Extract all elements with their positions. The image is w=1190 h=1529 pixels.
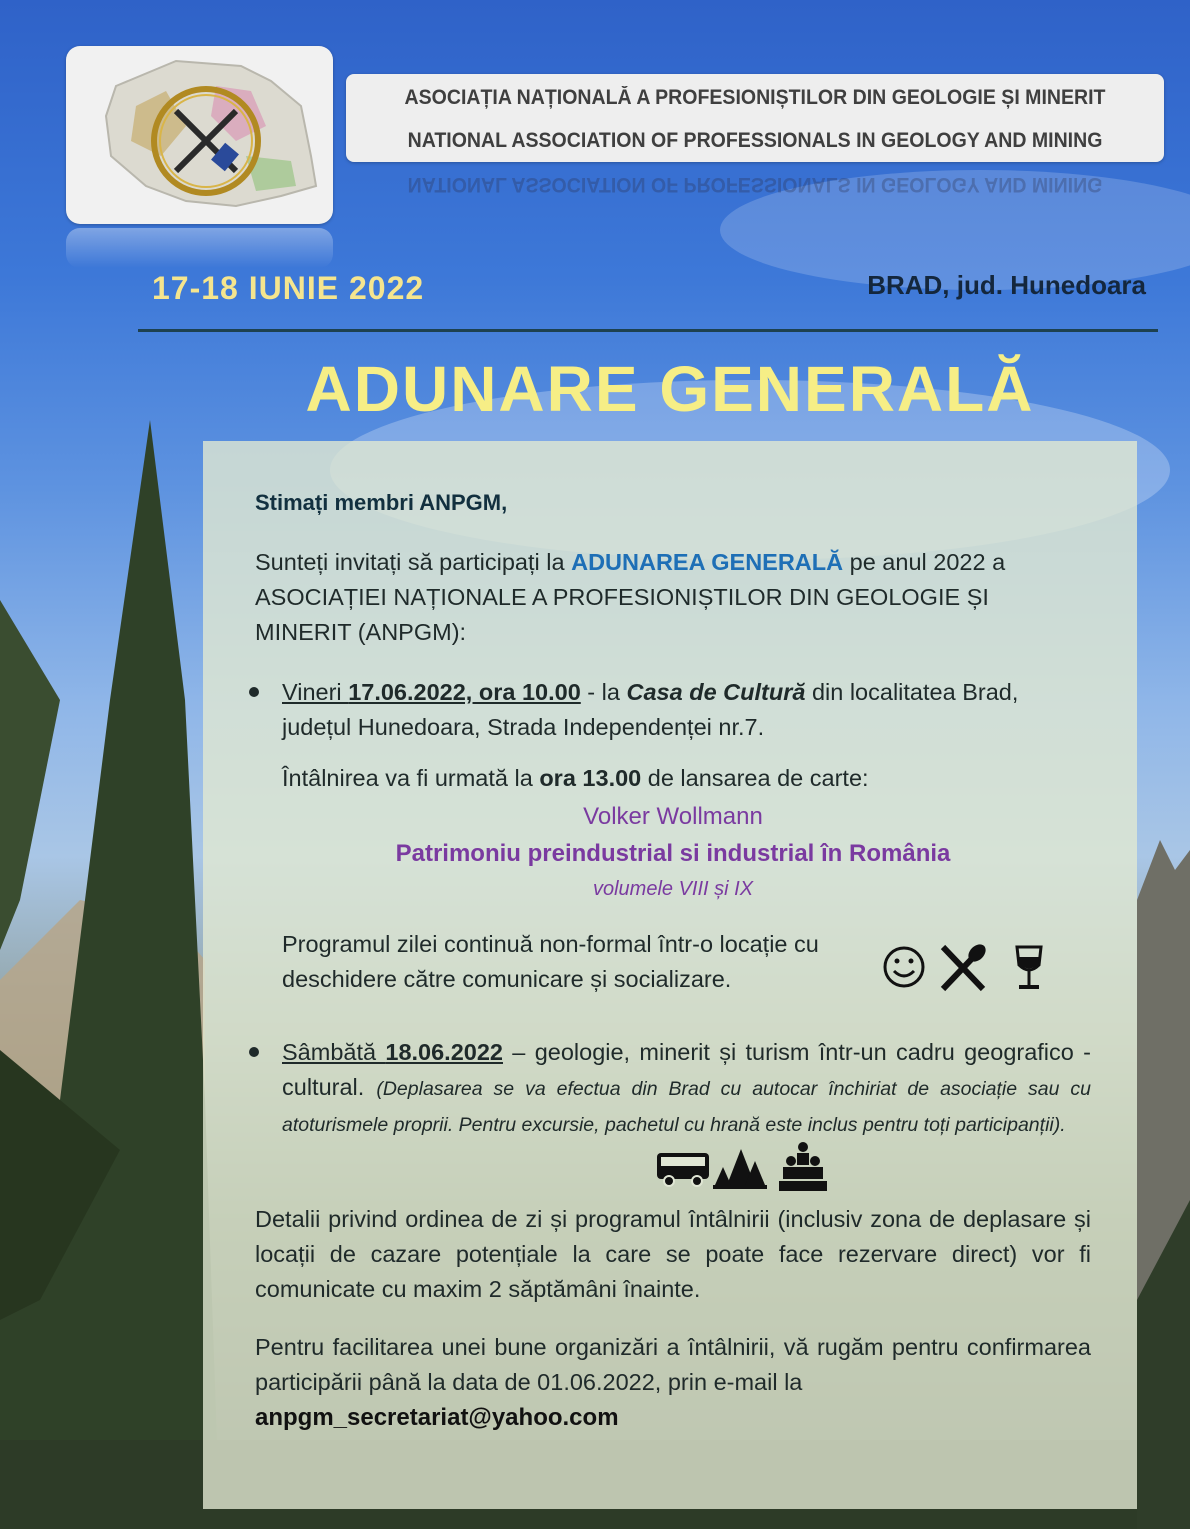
bus-icon [657,1153,709,1186]
day1-datetime: 17.06.2022, ora 10.00 [348,679,581,705]
followup-text [282,761,1091,796]
association-name-ro: ASOCIAȚIA NAȚIONALĂ A PROFESIONIȘTILOR DIN GEOLOGIE ȘI MINERIT [404,86,1106,109]
group-icon [779,1142,827,1191]
day2-day: Sâmbătă [282,1039,386,1065]
invitation-card [203,441,1137,1509]
event-date: 17-18 IUNIE 2022 [152,270,425,306]
confirm-text: Pentru facilitarea unei bune organizări a întâlnirii, vă rugăm pentru confirmarea participării până la data de 01.06.2022, prin e-mail la [255,1334,1091,1395]
day1-mid: - la [580,679,627,705]
social-icons [879,937,1059,997]
cutlery-icon [943,941,989,989]
program-text: Programul zilei continuă non-formal într-o locație cu deschidere către comunicare și socializare. [282,931,819,992]
day1-day: Vineri [282,679,349,705]
bullet-day1 [249,687,259,697]
intro-text-a: Sunteți invitați să participați la [255,549,572,575]
intro-highlight: ADUNAREA GENERALĂ [571,549,844,575]
romania-map-emblem-icon [66,46,333,224]
greeting: Stimați membri ANPGM, [255,490,508,515]
day1-venue: Casa de Cultură [626,679,806,705]
association-banner [346,74,1164,162]
confirm-paragraph [255,1330,1091,1435]
banner-reflection: NATIONAL ASSOCIATION OF PROFESSIONALS IN GEOLOGY AND MINING [407,173,1103,196]
trip-icons [655,1141,835,1195]
trees-icon [713,1149,767,1189]
book-title: Patrimoniu preindustrial si industrial în România [395,840,951,867]
day1-item [282,675,1091,745]
event-location: BRAD, jud. Hunedoara [867,270,1146,300]
bullet-day2 [249,1047,259,1057]
followup-b: de lansarea de carte: [641,765,869,791]
intro-text-b: pe anul 2022 a ASOCIAȚIEI NAȚIONALE A PROFESIONIȘTILOR DIN GEOLOGIE ȘI MINERIT (ANPGM): [255,549,1006,645]
book-launch [255,799,1091,905]
intro-paragraph [255,545,1091,650]
header-divider [138,329,1158,332]
wine-glass-icon [1017,947,1041,987]
followup-a: Întâlnirea va fi urmată la [282,765,540,791]
day2-text: – geologie, minerit și turism într-un cadru geografico - cultural. [282,1039,1091,1100]
logo-reflection [66,228,333,268]
event-title: ADUNARE GENERALĂ [305,353,1035,425]
details-paragraph: Detalii privind ordinea de zi și programul întâlnirii (inclusiv zona de deplasare și locații de cazare potențiale la care se poate face rezervare direct) vor fi comunicate cu maxim 2 săptămâni înainte. [255,1206,1091,1302]
smiley-icon [885,948,923,986]
day2-note: (Deplasarea se va efectua din Brad cu autocar închiriat de asociație sau cu atoturismele proprii. Pentru excursie, pachetul cu hrană este inclus pentru toți participanții). [282,1078,1091,1136]
followup-time: ora 13.00 [539,765,642,791]
anpgm-logo [66,46,333,224]
book-author: Volker Wollmann [583,803,763,830]
day2-date: 18.06.2022 [385,1039,503,1065]
day2-item [282,1035,1091,1142]
association-name-en: NATIONAL ASSOCIATION OF PROFESSIONALS IN GEOLOGY AND MINING [407,129,1103,152]
contact-email[interactable]: anpgm_secretariat@yahoo.com [255,1404,619,1431]
book-volumes: volumele VIII și IX [592,878,754,900]
day1-rest: din localitatea Brad, județul Hunedoara, Strada Independenței nr.7. [282,679,1019,740]
